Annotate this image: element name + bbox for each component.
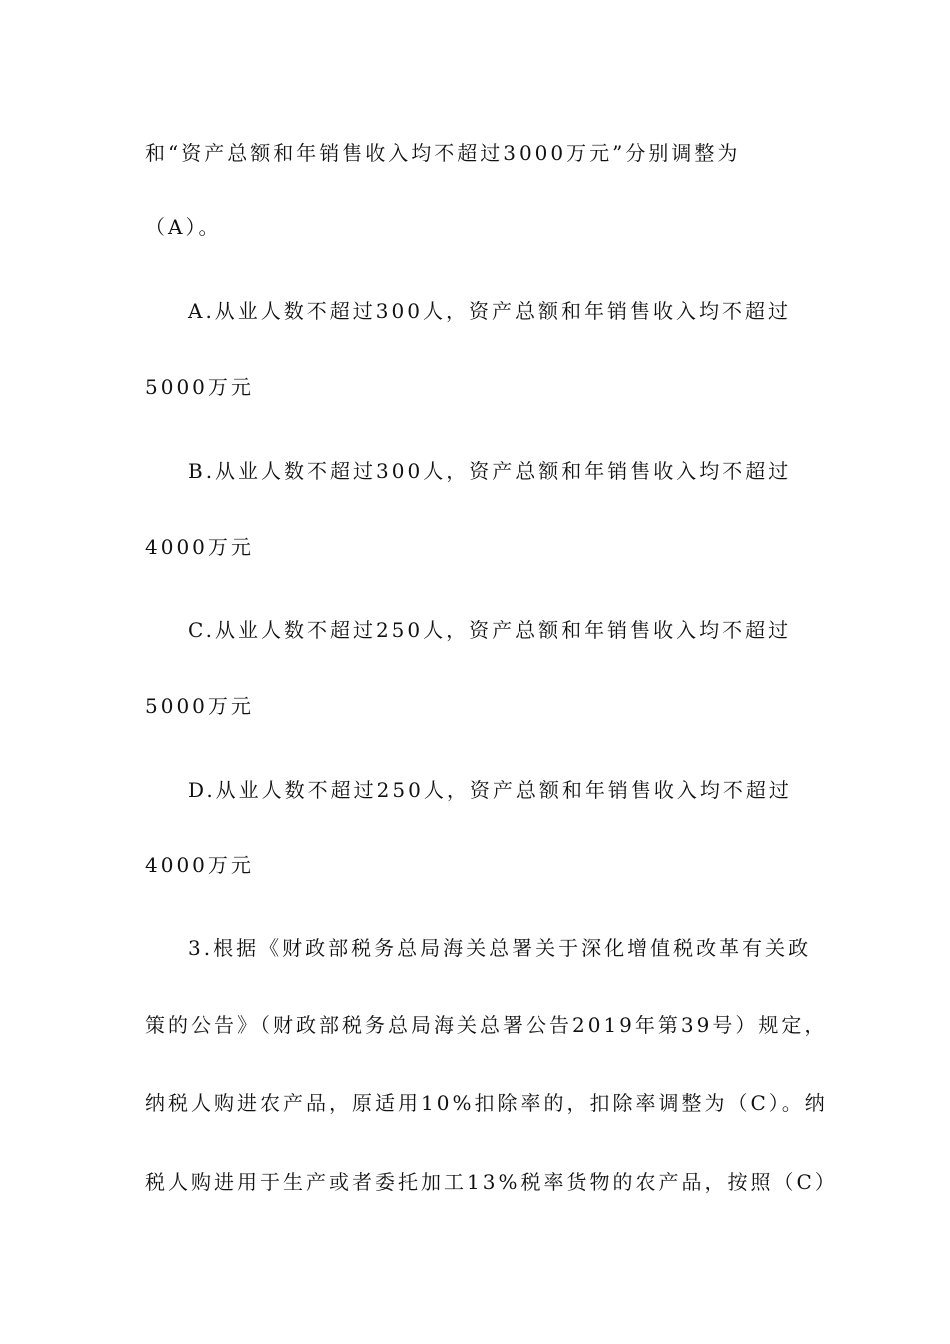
question-3-line-3: 纳税人购进农产品，原适用10%扣除率的，扣除率调整为（C）。纳 [145, 1091, 828, 1115]
text-line: （A）。 [145, 215, 222, 239]
option-b-line-2: 4000万元 [145, 535, 254, 559]
option-d-line-1: D.从业人数不超过250人，资产总额和年销售收入均不超过 [188, 778, 792, 802]
option-c-line-1: C.从业人数不超过250人，资产总额和年销售收入均不超过 [188, 618, 792, 642]
option-d-line-2: 4000万元 [145, 853, 254, 877]
option-c-line-2: 5000万元 [145, 694, 254, 718]
question-3-line-1: 3.根据《财政部税务总局海关总署关于深化增值税改革有关政 [188, 936, 812, 960]
option-a-line-1: A.从业人数不超过300人，资产总额和年销售收入均不超过 [188, 299, 791, 323]
option-b-line-1: B.从业人数不超过300人，资产总额和年销售收入均不超过 [188, 459, 792, 483]
option-a-line-2: 5000万元 [145, 375, 254, 399]
question-3-line-4: 税人购进用于生产或者委托加工13%税率货物的农产品，按照（C） [145, 1170, 838, 1194]
text-line: 和“资产总额和年销售收入均不超过3000万元”分别调整为 [145, 141, 741, 165]
question-3-line-2: 策的公告》（财政部税务总局海关总署公告2019年第39号）规定， [145, 1013, 828, 1037]
